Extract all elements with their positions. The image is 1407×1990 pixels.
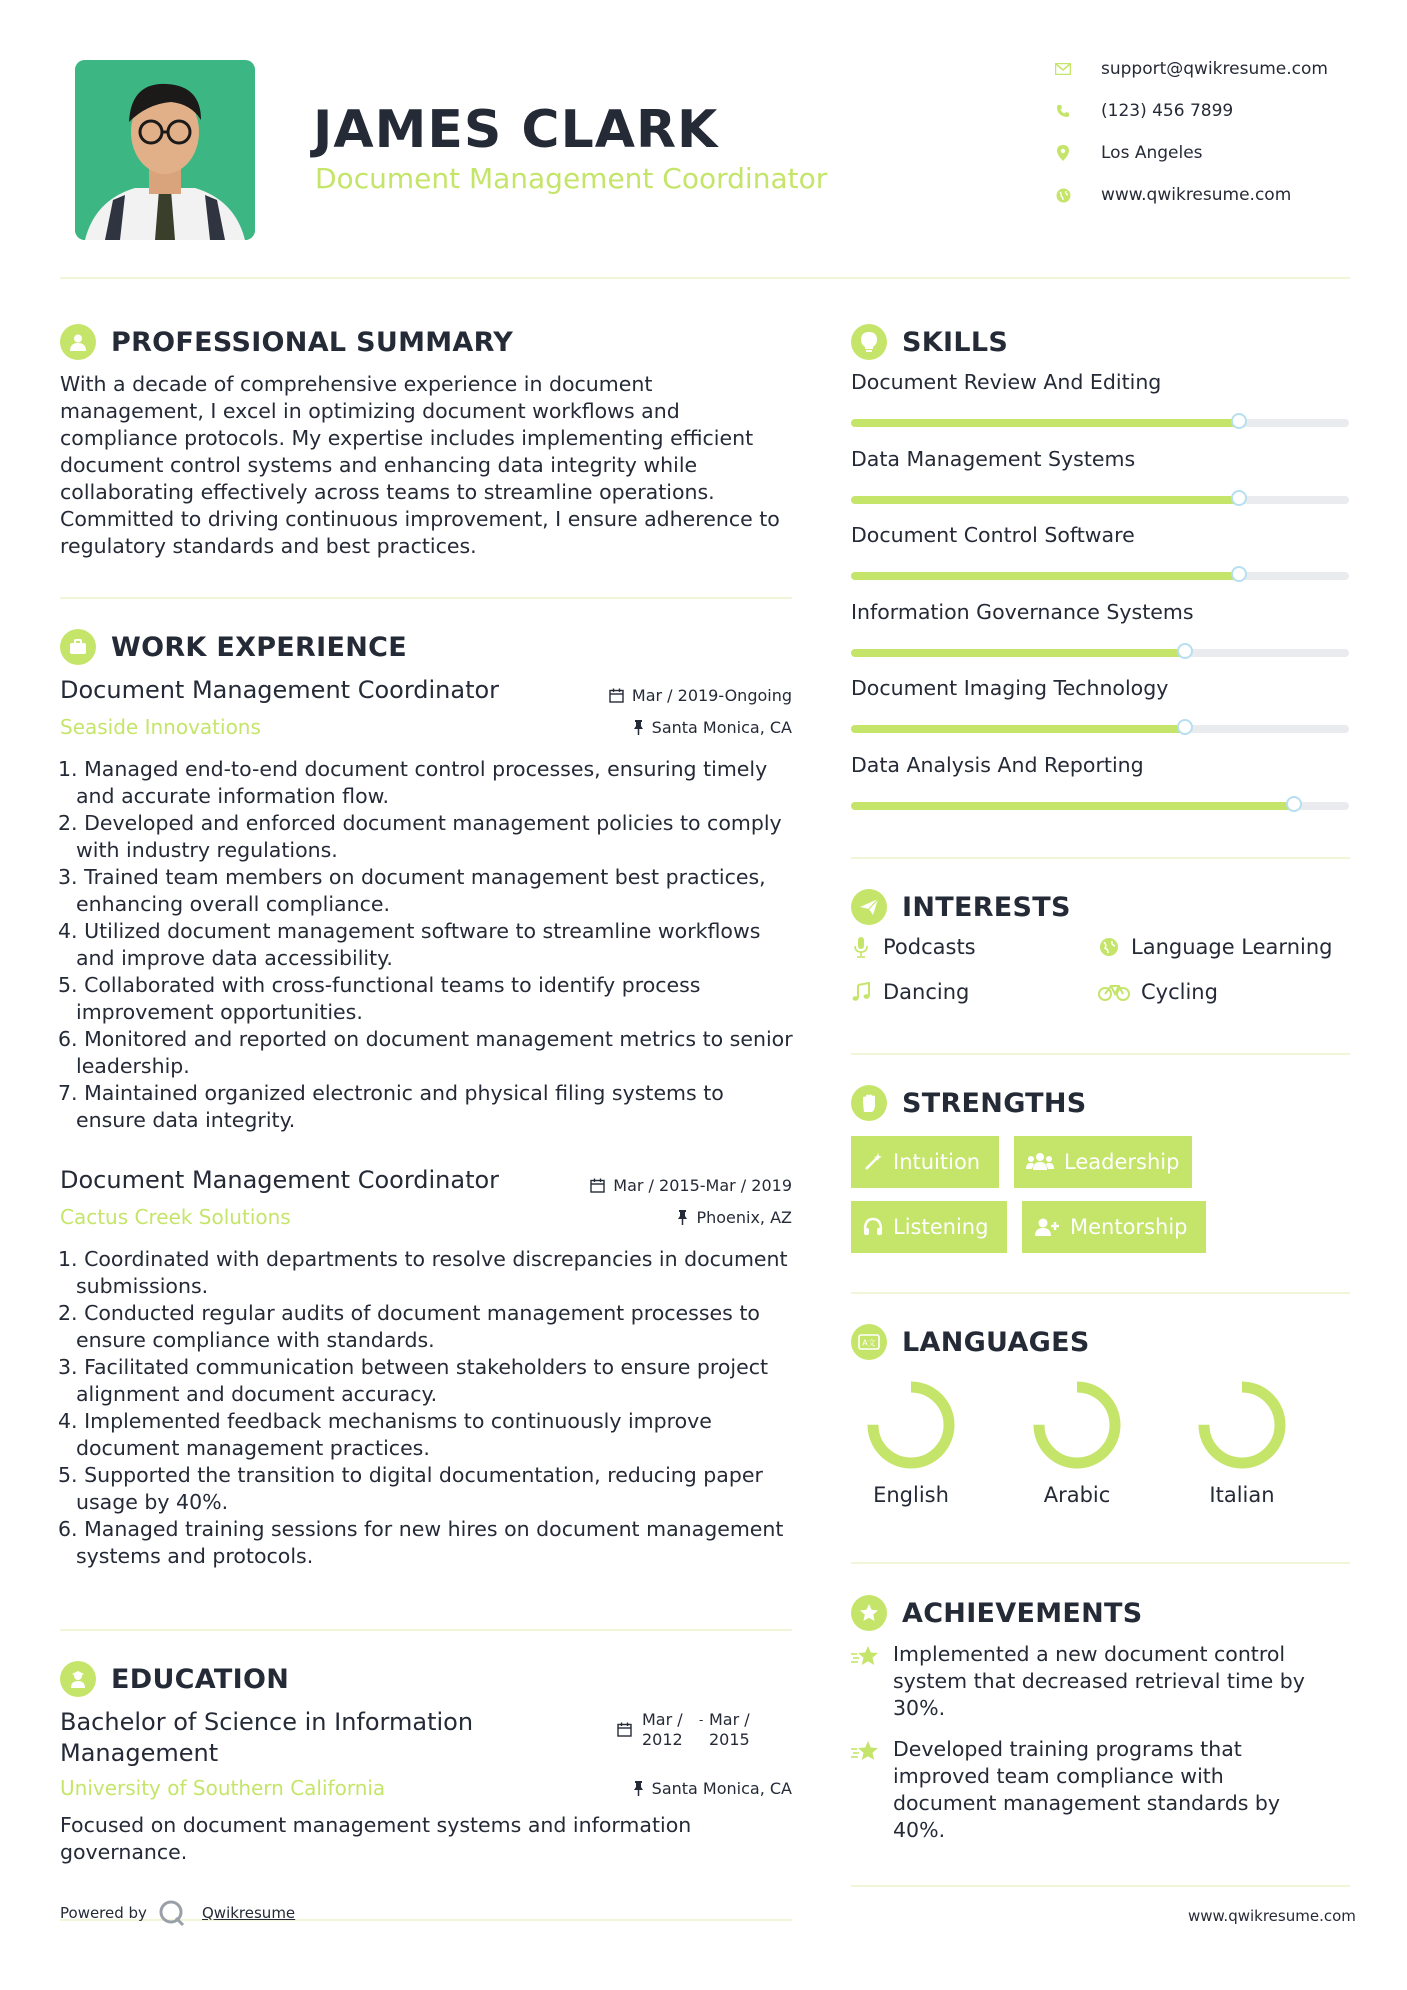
candidate-title: Document Management Coordinator bbox=[315, 162, 828, 195]
language-ring bbox=[1029, 1377, 1125, 1473]
language-name: Arabic bbox=[1043, 1483, 1111, 1507]
job-1-bullets bbox=[58, 756, 798, 1134]
skill-bar-fill bbox=[851, 419, 1239, 427]
language-name: Italian bbox=[1209, 1483, 1275, 1507]
skill-bar-fill bbox=[851, 572, 1239, 580]
svg-text:A文: A文 bbox=[862, 1338, 876, 1348]
briefcase-icon bbox=[60, 629, 96, 665]
education-heading bbox=[60, 1659, 289, 1699]
language-ring-arc bbox=[873, 1387, 949, 1463]
user-icon bbox=[60, 324, 96, 360]
skill-bar-fill bbox=[851, 649, 1185, 657]
skill-name: Document Review And Editing bbox=[851, 370, 1162, 394]
qwikresume-logo-icon bbox=[157, 1898, 187, 1932]
achievements-divider bbox=[851, 1885, 1350, 1887]
language-ring-arc bbox=[1204, 1387, 1280, 1463]
education-title: EDUCATION bbox=[111, 1663, 290, 1695]
languages-title: LANGUAGES bbox=[902, 1326, 1090, 1358]
list-item: 4. Utilized document management software to streamline workflows and improve data accessibility. bbox=[58, 919, 761, 970]
skill-bar bbox=[851, 419, 1349, 427]
skill-bar-knob bbox=[1231, 566, 1247, 582]
achievement-text: Developed training programs that improved team compliance with document management standards by 40%. bbox=[893, 1737, 1281, 1842]
interests-heading bbox=[851, 887, 1071, 927]
education-dates: Mar / 2012 - Mar / 2015 bbox=[617, 1710, 792, 1750]
calendar-icon bbox=[617, 1722, 632, 1737]
skill-bar-fill bbox=[851, 496, 1239, 504]
skill-bar-knob bbox=[1177, 643, 1193, 659]
list-item: 7. Maintained organized electronic and physical filing systems to ensure data integrity. bbox=[58, 1081, 724, 1132]
calendar-icon bbox=[609, 688, 624, 703]
language-ring bbox=[1194, 1377, 1290, 1473]
skill-bar-knob bbox=[1286, 796, 1302, 812]
contact-email-text: support@qwikresume.com bbox=[1101, 59, 1328, 79]
music-note-icon bbox=[849, 980, 873, 1004]
experience-title: WORK EXPERIENCE bbox=[111, 631, 407, 663]
strength-label: Mentorship bbox=[1070, 1215, 1188, 1239]
strength-label: Leadership bbox=[1064, 1150, 1180, 1174]
interest-podcasts bbox=[849, 935, 976, 959]
summary-text: With a decade of comprehensive experience in document management, I excel in optimizing document workflows and compliance protocols. My expertise includes implementing efficient document control systems and enhancing data integrity while collaborating effectively across teams to streamline operations. Committed to driving continuous improvement, I ensure adherence to regulatory standards and best practices. bbox=[60, 372, 780, 558]
strengths-divider bbox=[851, 1292, 1350, 1294]
strengths-title: STRENGTHS bbox=[902, 1087, 1087, 1119]
degree-title: Bachelor of Science in Information Management bbox=[60, 1708, 474, 1767]
language-name: English bbox=[873, 1483, 949, 1507]
interests-divider bbox=[851, 1053, 1350, 1055]
job-2-bullets bbox=[58, 1246, 798, 1570]
star-icon bbox=[851, 1736, 881, 1844]
skills-divider bbox=[851, 857, 1350, 859]
candidate-name: JAMES CLARK bbox=[313, 100, 719, 160]
qwikresume-link[interactable]: Qwikresume bbox=[202, 1904, 296, 1922]
strength-leadership bbox=[1014, 1136, 1192, 1188]
strength-label: Intuition bbox=[893, 1150, 981, 1174]
list-item: 3. Facilitated communication between stakeholders to ensure project alignment and document accuracy. bbox=[58, 1355, 769, 1406]
skill-name: Data Management Systems bbox=[851, 446, 1136, 471]
achievement-item-2 bbox=[851, 1736, 1331, 1844]
interest-cycling bbox=[1097, 980, 1218, 1004]
skill-bar bbox=[851, 496, 1349, 504]
job-2-title: Document Management Coordinator bbox=[60, 1166, 500, 1194]
skill-name: Document Control Software bbox=[851, 523, 1135, 547]
job-2-location-text: Phoenix, AZ bbox=[696, 1208, 792, 1227]
contact-phone[interactable] bbox=[1053, 99, 1233, 123]
contact-location-text: Los Angeles bbox=[1101, 143, 1203, 163]
bicycle-icon bbox=[1097, 980, 1131, 1004]
interest-dancing bbox=[849, 980, 969, 1004]
user-plus-icon bbox=[1034, 1217, 1060, 1237]
strength-label: Listening bbox=[893, 1215, 989, 1239]
map-pin-icon bbox=[1053, 143, 1073, 163]
language-ring bbox=[863, 1377, 959, 1473]
footer-website-link[interactable]: www.qwikresume.com bbox=[1188, 1907, 1356, 1925]
interest-label: Dancing bbox=[883, 980, 970, 1004]
experience-divider bbox=[60, 1629, 792, 1631]
header-divider bbox=[60, 277, 1350, 279]
education-date-start: Mar / 2012 bbox=[642, 1710, 683, 1749]
list-item: 5. Supported the transition to digital documentation, reducing paper usage by 40%. bbox=[58, 1463, 763, 1514]
list-item: 6. Managed training sessions for new hires on document management systems and protocols. bbox=[58, 1517, 784, 1568]
paper-plane-icon bbox=[851, 889, 887, 925]
contact-email[interactable] bbox=[1053, 57, 1328, 81]
summary-title: PROFESSIONAL SUMMARY bbox=[111, 326, 514, 358]
achievement-text: Implemented a new document control system that decreased retrieval time by 30%. bbox=[893, 1642, 1305, 1720]
education-location bbox=[560, 1779, 792, 1798]
calendar-icon bbox=[590, 1178, 605, 1193]
list-item: 2. Conducted regular audits of document management processes to ensure compliance with standards. bbox=[58, 1301, 760, 1352]
job-1-company: Seaside Innovations bbox=[60, 715, 261, 739]
pushpin-icon bbox=[677, 1210, 688, 1225]
education-location-text: Santa Monica, CA bbox=[651, 1779, 792, 1798]
interest-language-learning bbox=[1097, 935, 1332, 959]
skill-bar bbox=[851, 802, 1349, 810]
list-item: 6. Monitored and reported on document management metrics to senior leadership. bbox=[58, 1027, 793, 1078]
pushpin-icon bbox=[633, 720, 644, 735]
languages-divider bbox=[851, 1562, 1350, 1564]
job-2-dates-text: Mar / 2015-Mar / 2019 bbox=[613, 1176, 792, 1195]
interest-label: Language Learning bbox=[1131, 935, 1333, 959]
list-item: 1. Managed end-to-end document control processes, ensuring timely and accurate information flow. bbox=[58, 757, 768, 808]
star-icon bbox=[851, 1641, 881, 1722]
skill-bar-knob bbox=[1177, 719, 1193, 735]
job-2-dates bbox=[540, 1176, 792, 1195]
job-1-dates bbox=[560, 686, 792, 705]
trophy-star-icon bbox=[851, 1595, 887, 1631]
skill-bar bbox=[851, 649, 1349, 657]
list-item: 3. Trained team members on document management best practices, enhancing overall compliance. bbox=[58, 865, 766, 916]
skills-title: SKILLS bbox=[902, 326, 1009, 358]
profile-photo bbox=[75, 60, 255, 240]
achievements-title: ACHIEVEMENTS bbox=[902, 1597, 1143, 1629]
summary-divider bbox=[60, 597, 792, 599]
globe-icon bbox=[1053, 185, 1073, 205]
school-name: University of Southern California bbox=[60, 1776, 386, 1800]
powered-by-label: Powered by bbox=[60, 1904, 147, 1922]
language-item bbox=[1012, 1377, 1142, 1507]
list-item: 1. Coordinated with departments to resolve discrepancies in document submissions. bbox=[58, 1247, 788, 1298]
languages-heading bbox=[851, 1322, 1090, 1362]
list-item: 2. Developed and enforced document management policies to comply with industry regulations. bbox=[58, 811, 782, 862]
language-item bbox=[1177, 1377, 1307, 1507]
skill-name: Document Imaging Technology bbox=[851, 676, 1169, 700]
strength-listening bbox=[851, 1201, 1007, 1253]
skill-bar-fill bbox=[851, 802, 1294, 810]
list-item: 5. Collaborated with cross-functional teams to identify process improvement opportunities. bbox=[58, 973, 701, 1024]
language-item bbox=[846, 1377, 976, 1507]
lightbulb-icon bbox=[851, 324, 887, 360]
achievement-item-1 bbox=[851, 1641, 1331, 1722]
skill-name: Information Governance Systems bbox=[851, 599, 1194, 624]
skill-bar-knob bbox=[1231, 413, 1247, 429]
headphones-icon bbox=[863, 1217, 883, 1237]
summary-heading bbox=[60, 322, 513, 362]
skill-bar-knob bbox=[1231, 490, 1247, 506]
education-description: Focused on document management systems and information governance. bbox=[60, 1813, 692, 1864]
globe-icon bbox=[1097, 935, 1121, 959]
job-1-location-text: Santa Monica, CA bbox=[651, 718, 792, 737]
job-1-title: Document Management Coordinator bbox=[60, 676, 500, 704]
job-1-location bbox=[560, 718, 792, 737]
job-2-company: Cactus Creek Solutions bbox=[60, 1205, 291, 1229]
contact-website-text: www.qwikresume.com bbox=[1101, 185, 1292, 205]
contact-website[interactable] bbox=[1053, 183, 1291, 207]
magic-wand-icon bbox=[863, 1152, 883, 1172]
skill-bar-fill bbox=[851, 725, 1185, 733]
contact-location bbox=[1053, 141, 1203, 165]
strength-mentorship bbox=[1022, 1201, 1206, 1253]
skill-bar bbox=[851, 725, 1349, 733]
job-1-dates-text: Mar / 2019-Ongoing bbox=[631, 686, 792, 705]
experience-heading bbox=[60, 627, 407, 667]
skill-name: Data Analysis And Reporting bbox=[851, 752, 1144, 777]
strengths-heading bbox=[851, 1083, 1087, 1123]
interest-label: Cycling bbox=[1141, 980, 1218, 1004]
list-item: 4. Implemented feedback mechanisms to continuously improve document management practices. bbox=[58, 1409, 712, 1460]
interest-label: Podcasts bbox=[883, 935, 976, 959]
contact-phone-text: (123) 456 7899 bbox=[1101, 101, 1234, 121]
envelope-icon bbox=[1053, 59, 1073, 79]
users-icon bbox=[1026, 1152, 1054, 1172]
phone-icon bbox=[1053, 101, 1073, 121]
education-date-end: Mar / 2015 bbox=[709, 1710, 750, 1749]
hand-icon bbox=[851, 1085, 887, 1121]
microphone-icon bbox=[849, 935, 873, 959]
graduate-icon bbox=[60, 1661, 96, 1697]
interests-title: INTERESTS bbox=[902, 891, 1071, 923]
job-2-location bbox=[560, 1208, 792, 1227]
language-ring-arc bbox=[1039, 1387, 1115, 1463]
skill-bar bbox=[851, 572, 1349, 580]
skills-heading bbox=[851, 322, 1008, 362]
strength-intuition bbox=[851, 1136, 999, 1188]
translate-icon bbox=[851, 1324, 887, 1360]
achievements-heading bbox=[851, 1593, 1143, 1633]
pushpin-icon bbox=[633, 1781, 644, 1796]
